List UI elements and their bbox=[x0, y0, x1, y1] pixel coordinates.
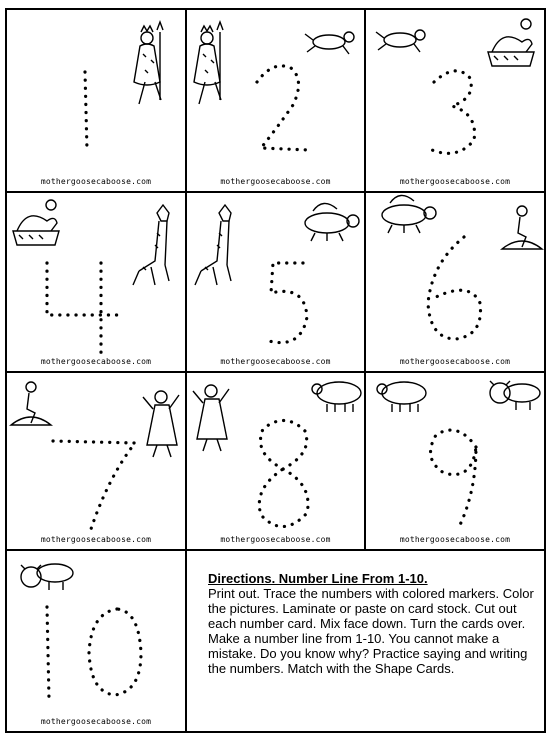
cow-icon bbox=[490, 381, 540, 410]
sheep-icon bbox=[312, 382, 361, 412]
number-card-art bbox=[7, 373, 187, 551]
number-card-art bbox=[366, 193, 546, 373]
dotted-numeral-6 bbox=[428, 237, 481, 339]
sheep-icon bbox=[377, 382, 426, 412]
directions-panel bbox=[185, 549, 546, 733]
dotted-numeral-10-zero bbox=[89, 609, 141, 695]
site-caption: mothergoosecaboose.com bbox=[220, 535, 331, 544]
directions-title: Directions. Number Line From 1-10. bbox=[208, 571, 428, 586]
king-icon bbox=[134, 22, 163, 104]
dotted-numeral-4 bbox=[47, 263, 119, 353]
hen-icon bbox=[488, 19, 534, 66]
number-card-4 bbox=[5, 191, 187, 373]
dotted-numeral-7 bbox=[53, 441, 135, 535]
girl-icon bbox=[143, 391, 179, 457]
dotted-numeral-3 bbox=[432, 71, 475, 153]
number-card-8 bbox=[185, 371, 366, 551]
girl-icon bbox=[193, 385, 229, 451]
number-card-1 bbox=[5, 8, 187, 193]
site-caption: mothergoosecaboose.com bbox=[40, 177, 152, 186]
site-caption: mothergoosecaboose.com bbox=[220, 177, 331, 186]
site-caption: mothergoosecaboose.com bbox=[40, 357, 152, 366]
king-icon bbox=[194, 22, 223, 104]
cow-icon bbox=[21, 564, 73, 590]
number-card-art bbox=[7, 193, 187, 373]
site-caption: mothergoosecaboose.com bbox=[40, 717, 152, 726]
number-card-art bbox=[7, 551, 187, 733]
number-card-art bbox=[366, 10, 546, 193]
dog-icon bbox=[305, 32, 354, 54]
dotted-numeral-5 bbox=[269, 263, 307, 343]
dotted-numeral-9 bbox=[431, 430, 476, 529]
dotted-numeral-2 bbox=[257, 66, 309, 150]
site-caption: mothergoosecaboose.com bbox=[40, 535, 152, 544]
hen-icon bbox=[13, 200, 59, 245]
site-caption: mothergoosecaboose.com bbox=[399, 177, 511, 186]
giraffe-icon bbox=[195, 205, 231, 285]
number-card-9 bbox=[364, 371, 546, 551]
number-card-2 bbox=[185, 8, 366, 193]
number-card-5 bbox=[185, 191, 366, 373]
site-caption: mothergoosecaboose.com bbox=[220, 357, 331, 366]
number-card-3 bbox=[364, 8, 546, 193]
dotted-numeral-1 bbox=[85, 72, 87, 150]
number-card-art bbox=[187, 373, 366, 551]
giraffe-icon bbox=[133, 205, 169, 285]
rooster-icon bbox=[11, 382, 51, 425]
site-caption: mothergoosecaboose.com bbox=[399, 357, 511, 366]
site-caption: mothergoosecaboose.com bbox=[399, 535, 511, 544]
number-card-7 bbox=[5, 371, 187, 551]
bug-icon bbox=[382, 195, 436, 233]
number-card-art bbox=[7, 10, 187, 193]
number-card-art bbox=[187, 10, 366, 193]
directions-body: Print out. Trace the numbers with colored markers. Color the pictures. Laminate or paste on card stock. Cut out each number card. Mix face down. Turn the cards over. Make a number line from 1-10. You cannot make a mistake. Do you know why? Practice saying and writing the numbers. Match with the Shape Cards. bbox=[208, 586, 534, 676]
number-card-art bbox=[187, 193, 366, 373]
number-card-6 bbox=[364, 191, 546, 373]
bug-icon bbox=[305, 203, 359, 241]
number-card-art bbox=[366, 373, 546, 551]
dotted-numeral-8 bbox=[259, 420, 308, 526]
number-card-10 bbox=[5, 549, 187, 733]
rooster-icon bbox=[502, 206, 542, 249]
dog-icon bbox=[376, 30, 425, 52]
dotted-numeral-10-one bbox=[47, 607, 49, 699]
